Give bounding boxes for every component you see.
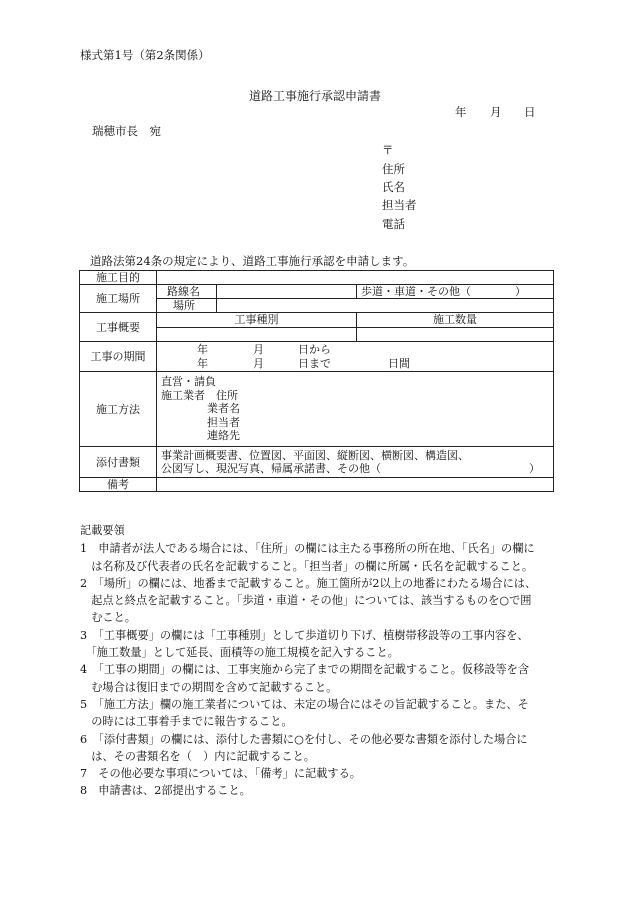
row-period	[80, 342, 554, 372]
method-contract: 直営・請負	[161, 375, 216, 389]
kind-label: 工事種別	[157, 313, 357, 328]
instruction-line: の時には工事着手までに報告すること。	[80, 715, 293, 729]
period-from-month: 月	[253, 343, 264, 356]
method-field[interactable]	[157, 372, 554, 447]
route-field[interactable]	[217, 285, 357, 299]
instruction-line: 7 その他必要な事項については、「備考」に記載する。	[80, 767, 361, 781]
form-number: 様式第1号（第2条関係）	[80, 48, 210, 62]
row-place-route	[80, 285, 554, 299]
postal-mark: 〒	[382, 143, 394, 157]
instructions	[80, 522, 580, 800]
method-person: 担当者	[207, 415, 240, 429]
period-to-year: 年	[197, 356, 208, 370]
instruction-line: 2 「場所」の欄には、地番まで記載すること。施工箇所が2以上の地番にわたる場合には、	[80, 576, 537, 590]
period-from-year: 年	[197, 343, 208, 356]
purpose-field[interactable]	[157, 271, 554, 285]
attachments-line-1: 事業計画概要書、位置図、平面図、縦断図、横断図、構造図、	[161, 448, 469, 462]
sidewalk-option[interactable]: 歩道・車道・その他（ ）	[357, 285, 554, 299]
purpose-label: 施工目的	[80, 271, 157, 285]
date-day: 日	[524, 105, 536, 119]
instruction-line: 5 「施工方法」欄の施工業者については、未定の場合にはその旨記載すること。また、そ	[80, 697, 529, 711]
row-overview-head	[80, 313, 554, 328]
instruction-line: 6 「添付書類」の欄には、添付した書類に○を付し、その他必要な書類を添付した場合に	[80, 732, 528, 746]
date-year: 年	[455, 105, 467, 119]
remarks-field[interactable]	[157, 478, 554, 492]
method-contact: 連絡先	[207, 429, 240, 443]
period-label: 工事の期間	[80, 342, 157, 372]
attachments-field[interactable]	[157, 447, 554, 478]
kind-field[interactable]	[157, 327, 357, 342]
instructions-title: 記載要領	[80, 524, 125, 537]
instruction-line: む場合は復旧までの期間を含めて記載すること。	[80, 680, 338, 694]
period-to-month: 月	[253, 356, 264, 370]
document-title: 道路工事施行承認申請書	[249, 89, 382, 103]
period-field[interactable]	[157, 342, 554, 372]
method-contractor-name: 業者名	[207, 402, 240, 416]
period-to-day: 日まで	[298, 356, 331, 370]
applicant-phone-label: 電話	[382, 217, 405, 231]
period-from-day: 日から	[298, 343, 331, 356]
instruction-line: 3 「工事概要」の欄には「工事種別」として歩道切り下げ、植樹帯移設等の工事内容を、	[80, 628, 529, 642]
applicant-name-label: 氏名	[382, 180, 405, 194]
instruction-line: 「施工数量」として延長、面積等の施工規模を記入すること。	[80, 646, 399, 660]
location-field[interactable]	[217, 299, 554, 313]
application-table	[79, 270, 554, 492]
date-month: 月	[490, 105, 502, 119]
row-attachments	[80, 447, 554, 478]
attachments-close: ）	[529, 462, 540, 475]
overview-label: 工事概要	[80, 313, 157, 342]
attachments-label: 添付書類	[80, 447, 157, 478]
instruction-line: 起点と終点を記載すること。「歩道・車道・その他」については、該当するものを○で囲	[80, 594, 532, 608]
instruction-line: 1 申請者が法人である場合には、「住所」の欄には主たる事務所の所在地、「氏名」の欄に	[80, 542, 535, 556]
row-purpose	[80, 271, 554, 285]
method-label: 施工方法	[80, 372, 157, 447]
intro-text: 道路法第24条の規定により、道路工事施行承認を申請します。	[90, 254, 415, 268]
row-method	[80, 372, 554, 447]
method-contractor-address: 施工業者 住所	[161, 388, 238, 402]
applicant-person-label: 担当者	[382, 198, 417, 212]
applicant-address-label: 住所	[382, 162, 405, 176]
instruction-line: は名称及び代表者の氏名を記載すること。「担当者」の欄に所属・氏名を記載すること。	[80, 559, 534, 573]
period-days: 日間	[388, 356, 410, 370]
place-label: 施工場所	[80, 285, 157, 313]
instruction-line: 8 申請書は、2部提出すること。	[80, 784, 251, 798]
location-label: 場所	[157, 299, 217, 313]
quantity-label: 施工数量	[357, 313, 554, 328]
attachments-line-2: 公図写し、現況写真、帰属承諾書、その他（	[161, 462, 381, 475]
instruction-line: 4 「工事の期間」の欄には、工事実施から完了までの期間を記載すること。仮移設等を含	[80, 663, 530, 677]
quantity-field[interactable]	[357, 327, 554, 342]
instruction-line: は、その書類名を（ ）内に記載すること。	[80, 749, 315, 763]
route-label: 路線名	[157, 285, 217, 299]
addressee: 瑞穂市長 宛	[92, 124, 161, 138]
remarks-label: 備考	[80, 478, 157, 492]
instruction-line: むこと。	[80, 611, 136, 625]
row-remarks	[80, 478, 554, 492]
